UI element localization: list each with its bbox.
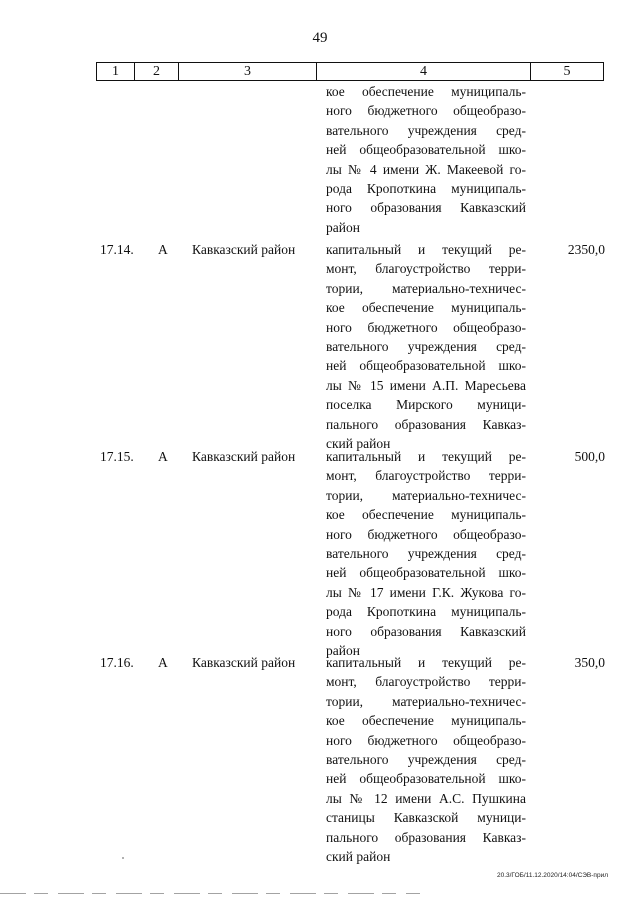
description-line: поселка Мирского муници-	[326, 397, 526, 413]
header-col-1: 1	[97, 63, 135, 80]
description-line: лы № 4 имени Ж. Макеевой го-	[326, 161, 526, 177]
description-line: тории, материально-техничес-	[326, 487, 526, 503]
header-col-5: 5	[563, 64, 571, 79]
row-number: 17.14.	[100, 242, 134, 257]
row-district: Кавказский район	[192, 242, 296, 257]
table-header-row	[96, 62, 604, 81]
row-amount: 500,0	[574, 449, 605, 464]
description-line: ский район	[326, 436, 391, 452]
description-line: капитальный и текущий ре-	[326, 449, 526, 464]
description-line: ного образования Кавказский	[326, 623, 526, 639]
description-line: кое обеспечение муниципаль-	[326, 713, 526, 729]
description-line: ного бюджетного общеобразо-	[326, 526, 526, 542]
description-line: капитальный и текущий ре-	[326, 655, 526, 670]
description-line: пального образования Кавказ-	[326, 829, 526, 845]
row-description	[326, 653, 526, 866]
row-description	[326, 447, 526, 660]
description-line: монт, благоустройство терри-	[326, 468, 526, 484]
description-line: лы № 15 имени А.П. Маресьева	[326, 377, 526, 393]
description-line: монт, благоустройство терри-	[326, 674, 526, 690]
description-line: ский район	[326, 849, 391, 865]
description-line: тории, материально-техничес-	[326, 693, 526, 709]
header-col-2: 2	[135, 63, 179, 80]
row-number: 17.15.	[100, 449, 134, 464]
description-line: вательного учреждения сред-	[326, 339, 526, 355]
description-line: вательного учреждения сред-	[326, 546, 526, 562]
row-number: 17.16.	[100, 655, 134, 670]
scan-speck	[122, 857, 124, 859]
description-line: ного бюджетного общеобразо-	[326, 103, 526, 119]
header-col-3: 3	[179, 63, 317, 80]
row-amount: 2350,0	[567, 242, 605, 257]
row-amount: 350,0	[574, 655, 605, 670]
description-line: рода Кропоткина муниципаль-	[326, 181, 526, 197]
description-line: район	[326, 643, 360, 659]
row-district: Кавказский район	[192, 655, 296, 670]
description-line: рода Кропоткина муниципаль-	[326, 604, 526, 620]
scan-edge-line	[0, 893, 420, 894]
description-line: лы № 17 имени Г.К. Жукова го-	[326, 584, 526, 600]
description-line: ного образования Кавказский	[326, 200, 526, 216]
description-line: вательного учреждения сред-	[326, 752, 526, 768]
continuation-description	[326, 82, 526, 237]
description-line: тории, материально-техничес-	[326, 280, 526, 296]
description-line: пального образования Кавказ-	[326, 416, 526, 432]
description-line: станицы Кавказской муници-	[326, 810, 526, 826]
description-line: ней общеобразовательной шко-	[326, 565, 526, 581]
row-category: А	[158, 242, 168, 257]
description-line: кое обеспечение муниципаль-	[326, 84, 526, 99]
row-category: А	[158, 655, 168, 670]
description-line: ней общеобразовательной шко-	[326, 358, 526, 374]
row-category: А	[158, 449, 168, 464]
row-description	[326, 240, 526, 453]
description-line: кое обеспечение муниципаль-	[326, 507, 526, 523]
description-line: район	[326, 219, 360, 235]
description-line: вательного учреждения сред-	[326, 122, 526, 138]
footer-code: 20.3/ГОБ/11.12.2020/14:04/СЭВ-прил	[496, 872, 608, 879]
description-line: монт, благоустройство терри-	[326, 261, 526, 277]
description-line: капитальный и текущий ре-	[326, 242, 526, 257]
description-line: кое обеспечение муниципаль-	[326, 300, 526, 316]
description-line: ного бюджетного общеобразо-	[326, 319, 526, 335]
description-line: ней общеобразовательной шко-	[326, 771, 526, 787]
description-line: ней общеобразовательной шко-	[326, 142, 526, 158]
description-line: ного бюджетного общеобразо-	[326, 732, 526, 748]
row-district: Кавказский район	[192, 449, 296, 464]
header-col-4: 4	[317, 63, 531, 80]
description-line: лы № 12 имени А.С. Пушкина	[326, 790, 526, 806]
page-number: 49	[312, 30, 328, 46]
